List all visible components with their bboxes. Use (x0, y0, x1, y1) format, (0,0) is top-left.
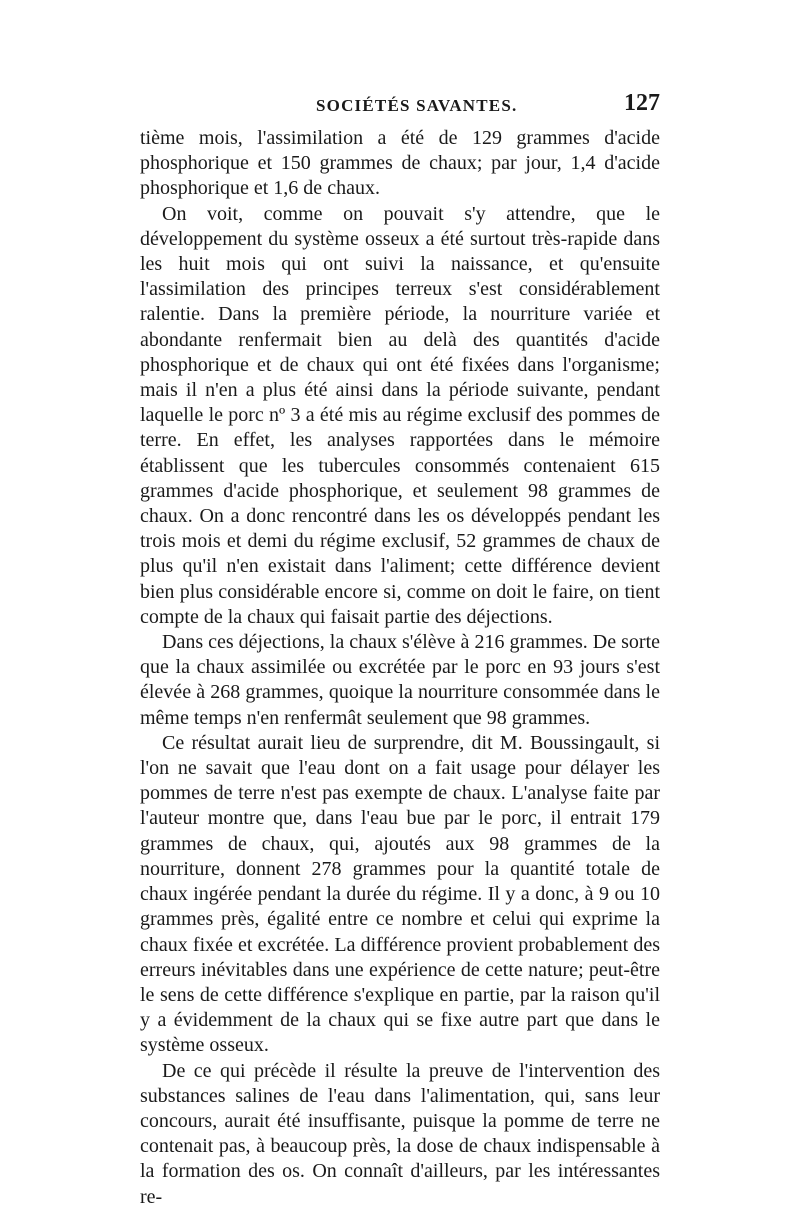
paragraph: De ce qui précède il résulte la preuve de l'intervention des substances salines de l'eau dans l'alimentation, qui, sans leur concours, aurait été insuffisante, puisque la pomme de terre ne contenait pas, à beaucoup près, la dose de chaux indispensable à la formation des os. On connaît d'ailleurs, par les intéressantes re- (140, 1059, 660, 1208)
paragraph: Dans ces déjections, la chaux s'élève à 216 grammes. De sorte que la chaux assimilée ou excrétée par le porc en 93 jours s'est élevée à 268 grammes, quoique la nourriture consommée dans le même temps n'en renfermât seulement que 98 grammes. (140, 631, 660, 729)
running-head: SOCIÉTÉS SAVANTES. (316, 96, 518, 115)
body-text (140, 126, 660, 1210)
paragraph: Ce résultat aurait lieu de surprendre, dit M. Boussingault, si l'on ne savait que l'eau dont on a fait usage pour délayer les pommes de terre n'est pas exempte de chaux. L'analyse faite par l'auteur montre que, dans l'eau bue par le porc, il entrait 179 grammes de chaux, qui, ajoutés aux 98 grammes de la nourriture, donnent 278 grammes pour la quantité totale de chaux ingérée pendant la durée du régime. Il y a donc, à 9 ou 10 grammes près, égalité entre ce nombre et celui qui exprime la chaux fixée et excrétée. La différence provient probablement des erreurs inévitables dans une expérience de cette nature; peut-être le sens de cette différence s'explique en partie, par la raison qu'il y a évidemment de la chaux qui se fixe autre part que dans le système osseux. (140, 731, 660, 1057)
page-number: 127 (624, 90, 660, 116)
paragraph: On voit, comme on pouvait s'y attendre, que le développement du système osseux a été surtout très-rapide dans les huit mois qui ont suivi la naissance, et qu'ensuite l'assimilation des principes terreux s'est considérablement ralentie. Dans la première période, la nourriture variée et abondante renfermait bien au delà des quantités d'acide phosphorique et de chaux qui ont été fixées dans l'organisme; mais il n'en a plus été ainsi dans la période suivante, pendant laquelle le porc nº 3 a été mis au régime exclusif des pommes de terre. En effet, les analyses rapportées dans le mémoire établissent que les tubercules consommés contenaient 615 grammes d'acide phosphorique, et seulement 98 grammes de chaux. On a donc rencontré dans les os développés pendant les trois mois et demi du régime exclusif, 52 grammes de chaux de plus qu'il n'en existait dans l'aliment; cette différence devient bien plus considérable encore si, comme on doit le faire, on tient compte de la chaux qui faisait partie des déjections. (140, 202, 660, 628)
page-header (140, 92, 660, 122)
paragraph-continuation: tième mois, l'assimilation a été de 129 grammes d'acide phosphorique et 150 grammes de chaux; par jour, 1,4 d'acide phosphorique et 1,6 de chaux. (140, 127, 660, 200)
